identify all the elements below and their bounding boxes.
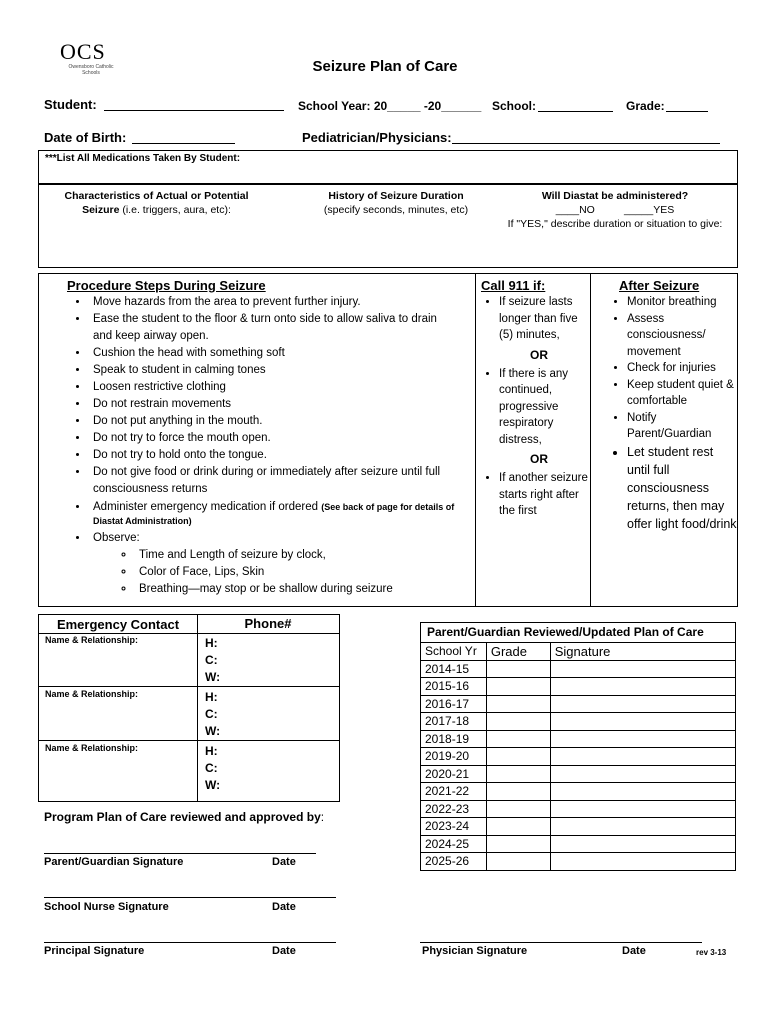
after-seizure-list <box>591 294 737 533</box>
call911-item: • If another seizure starts right after the first <box>499 470 589 520</box>
after-item: • Keep student quiet & comfortable <box>627 377 737 410</box>
procedure-step: • Do not put anything in the mouth. <box>89 413 459 430</box>
logo-text: OCS <box>60 39 106 64</box>
col-header-signature: Signature <box>550 643 735 661</box>
table-row: 2014-15 <box>421 660 736 678</box>
dob-field[interactable] <box>132 129 235 144</box>
emergency-contact-box <box>38 614 340 802</box>
diastat-no[interactable]: ____NO <box>555 204 595 216</box>
procedure-step: • Loosen restrictive clothing <box>89 379 459 396</box>
procedure-box <box>38 273 738 607</box>
phone-title: Phone# <box>197 615 339 634</box>
grade-label: Grade: <box>626 99 665 113</box>
table-row: 2015-16 <box>421 678 736 696</box>
parent-signature-label: Parent/Guardian Signature <box>44 856 184 868</box>
procedure-step: • Do not restrain movements <box>89 396 459 413</box>
table-row: 2025-26 <box>421 853 736 871</box>
table-row: 2024-25 <box>421 835 736 853</box>
table-row: 2018-19 <box>421 730 736 748</box>
date-label: Date <box>272 945 296 957</box>
nurse-signature-line[interactable] <box>44 896 336 898</box>
observe-item: ◦ Breathing—may stop or be shallow during seizure <box>135 581 459 598</box>
procedure-title: Procedure Steps During Seizure <box>67 278 266 293</box>
diastat-header: Will Diastat be administered? ____NO _____YES If "YES," describe duration or situation to give: <box>507 190 723 230</box>
date-label: Date <box>272 856 296 868</box>
after-item: • Let student rest until full consciousness returns, then may offer light food/drink <box>627 443 737 533</box>
procedure-step: • Move hazards from the area to prevent further injury. <box>89 294 459 311</box>
col-header-grade: Grade <box>486 643 550 661</box>
date-label: Date <box>622 945 646 957</box>
divider <box>39 686 339 687</box>
grade-field[interactable] <box>666 97 708 112</box>
physician-signature-line[interactable] <box>420 941 702 943</box>
dob-label: Date of Birth: <box>44 130 127 145</box>
call911-title: Call 911 if: <box>481 278 546 293</box>
medications-label: ***List All Medications Taken By Student: <box>45 153 241 164</box>
procedure-step: • Speak to student in calming tones <box>89 362 459 379</box>
procedure-step: • Ease the student to the floor & turn onto side to allow saliva to drain and keep airway open. <box>89 311 459 345</box>
or-label: OR <box>530 347 548 362</box>
page-title: Seizure Plan of Care <box>312 58 458 75</box>
table-row: 2016-17 <box>421 695 736 713</box>
student-field[interactable] <box>104 96 284 111</box>
parent-review-table <box>420 622 736 871</box>
procedure-step: • Administer emergency medication if ordered (See back of page for details of Diastat Administration) <box>89 498 459 528</box>
contact-phones[interactable]: H: C: W: <box>205 636 221 684</box>
seizure-info-box <box>38 184 738 268</box>
principal-signature-label: Principal Signature <box>44 945 145 957</box>
col-header-school-yr: School Yr <box>421 643 487 661</box>
physician-signature-label: Physician Signature <box>422 945 528 957</box>
call911-item: • If seizure lasts longer than five (5) minutes, <box>499 294 589 344</box>
table-row: 2019-20 <box>421 748 736 766</box>
observe-item: ◦ Color of Face, Lips, Skin <box>135 564 459 581</box>
school-field[interactable] <box>538 97 613 112</box>
diastat-note: (See back of page for details of Diastat Administration) <box>93 502 455 526</box>
procedure-step: • Observe: <box>89 528 459 547</box>
procedure-step: • Cushion the head with something soft <box>89 345 459 362</box>
revision-label: rev 3-13 <box>696 948 727 957</box>
procedure-steps <box>39 294 459 598</box>
contact-name-label[interactable]: Name & Relationship: <box>45 635 139 645</box>
contact-phones[interactable]: H: C: W: <box>205 690 221 738</box>
procedure-step: • Do not give food or drink during or immediately after seizure until full consciousness returns <box>89 464 459 498</box>
principal-signature-line[interactable] <box>44 941 336 943</box>
parent-signature-line[interactable] <box>44 852 316 854</box>
divider <box>197 633 198 801</box>
after-item: • Check for injuries <box>627 360 737 377</box>
table-row: 2023-24 <box>421 818 736 836</box>
medications-box[interactable] <box>38 150 738 184</box>
contact-phones[interactable]: H: C: W: <box>205 744 221 792</box>
table-row: 2017-18 <box>421 713 736 731</box>
contact-name-label[interactable]: Name & Relationship: <box>45 689 139 699</box>
call911-list <box>459 294 589 520</box>
observe-item: ◦ Time and Length of seizure by clock, <box>135 547 459 564</box>
table-row: 2021-22 <box>421 783 736 801</box>
characteristics-header: Characteristics of Actual or Potential Seizure (i.e. triggers, aura, etc): <box>64 190 249 216</box>
after-seizure-title: After Seizure <box>619 278 700 293</box>
divider <box>39 740 339 741</box>
student-label: Student: <box>44 97 97 112</box>
or-label: OR <box>530 452 548 466</box>
program-approval-label: Program Plan of Care reviewed and approved by: <box>44 810 325 824</box>
after-item: • Assess consciousness/ movement <box>627 311 737 361</box>
table-row: 2020-21 <box>421 765 736 783</box>
procedure-step: • Do not try to hold onto the tongue. <box>89 447 459 464</box>
physicians-label: Pediatrician/Physicians: <box>302 130 452 145</box>
date-label: Date <box>272 901 296 913</box>
after-item: • Notify Parent/Guardian <box>627 410 737 443</box>
history-header: History of Seizure Duration (specify seconds, minutes, etc) <box>323 190 469 216</box>
parent-table-title: Parent/Guardian Reviewed/Updated Plan of Care <box>420 622 736 642</box>
school-label: School: <box>492 99 536 113</box>
physicians-field[interactable] <box>452 129 720 144</box>
logo-subtitle: Owensboro Catholic Schools <box>68 64 114 76</box>
after-item: • Monitor breathing <box>627 294 737 311</box>
diastat-yes[interactable]: _____YES <box>624 204 675 216</box>
table-row: 2022-23 <box>421 800 736 818</box>
nurse-signature-label: School Nurse Signature <box>44 901 169 913</box>
procedure-step: • Do not try to force the mouth open. <box>89 430 459 447</box>
contact-name-label[interactable]: Name & Relationship: <box>45 743 139 753</box>
school-year-label: School Year: 20_____ -20______ <box>298 99 482 113</box>
call911-item: • If there is any continued, progressive respiratory distress, <box>499 366 589 449</box>
emergency-contact-title: Emergency Contact <box>39 615 198 634</box>
